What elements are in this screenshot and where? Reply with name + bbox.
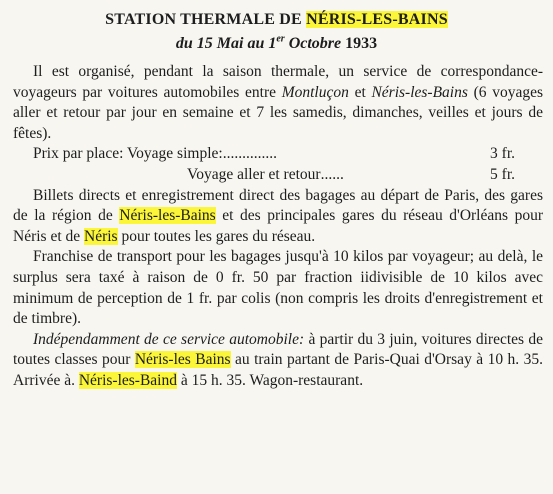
title-prefix: STATION THERMALE DE [105, 11, 307, 28]
highlighted-place: Néris-les-Bains [119, 207, 216, 225]
paragraph-italic-lead: Indépendamment de ce service automobile: [33, 330, 305, 348]
paragraph-service [13, 62, 543, 144]
price-label: Prix par place: Voyage simple: [33, 145, 223, 163]
paragraph-trains [13, 330, 543, 392]
price-dots: .............. [222, 145, 277, 163]
title-highlight: NÉRIS-LES-BAINS [306, 11, 448, 28]
document-body [13, 62, 543, 392]
paragraph-text: (6 voyages aller et retour par jour en semaine et 7 les samedis, dimanches, veilles et jours de fêtes). [13, 83, 543, 142]
price-amount: 3 fr. [490, 145, 515, 163]
document-title [0, 10, 553, 30]
place-name: Montluçon [281, 83, 349, 101]
highlighted-place: Néris-les-Baind [78, 371, 177, 389]
paragraph-text: pour toutes les gares du réseau. [117, 227, 316, 245]
highlighted-place: Néris-les Bains [134, 351, 231, 369]
paragraph-text: au train partant de Paris-Quai d'Orsay à 10 h. 35. Arrivée à. [13, 351, 543, 389]
paragraph-text: Billets directs et enregistrement direct des bagages au départ de Paris, des gares de la région de [13, 186, 543, 225]
price-amount: 5 fr. [490, 165, 515, 183]
price-row-return [13, 165, 543, 186]
price-dots: ...... [320, 165, 344, 183]
paragraph-text: à partir du 3 juin, voitures directes de toutes classes pour [13, 330, 543, 369]
paragraph-text: à 15 h. 35. Wagon-restaurant. [176, 371, 364, 389]
paragraph-text: Il est organisé, pendant la saison thermale, un service de correspondance-voyageurs par voitures automobiles entre [13, 63, 543, 101]
paragraph-baggage: Franchise de transport pour les bagages jusqu'à 10 kilos par voyageur; au delà, le surplus sera taxé à raison de 0 fr. 50 par fraction iidivisible de 10 kilos avec minimum de perception de 1 fr. par colis (non compris les droits d'enregistrement et de timbre). [13, 248, 543, 328]
place-name: Néris-les-Bains [371, 83, 468, 101]
paragraph-text: et [348, 83, 372, 101]
subtitle-date-start: du 15 Mai au 1 [175, 35, 277, 52]
subtitle-sup: er [276, 33, 285, 45]
subtitle-month: Octobre [284, 35, 342, 52]
subtitle-year: 1933 [341, 35, 378, 52]
paragraph-tickets [13, 186, 543, 248]
price-label: Voyage aller et retour [187, 165, 321, 183]
price-row-single [13, 144, 543, 165]
highlighted-place: Néris [84, 227, 118, 245]
paragraph-text: et des principales gares du réseau d'Orléans pour Néris et de [13, 207, 544, 245]
document-subtitle [0, 34, 553, 54]
